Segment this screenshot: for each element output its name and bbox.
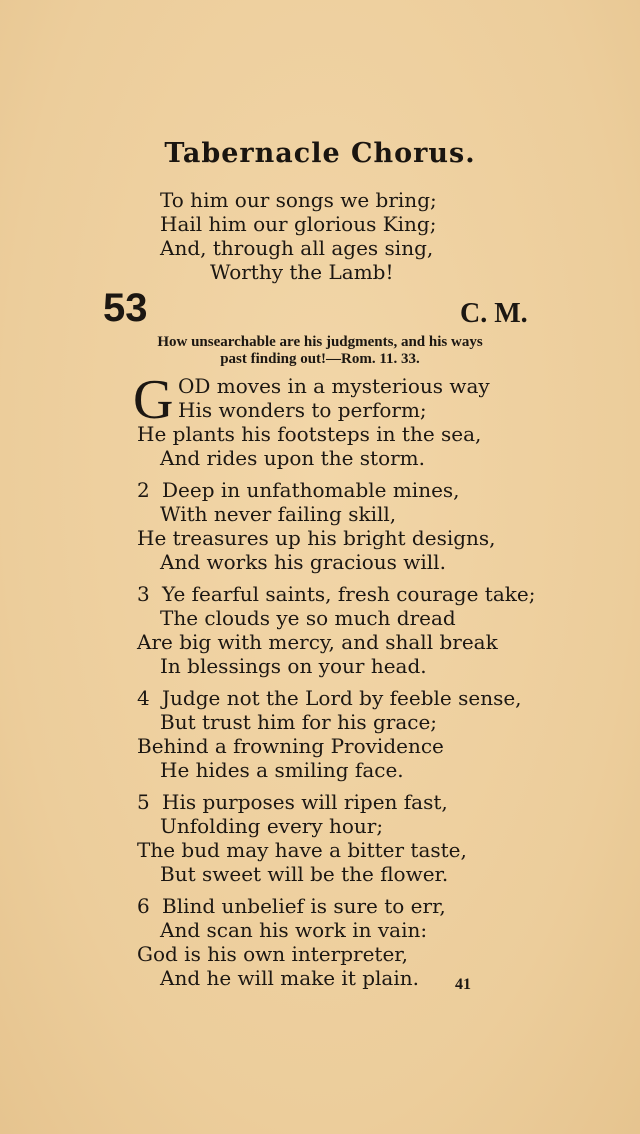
verse-line: Ye fearful saints, fresh courage take; [162,582,536,606]
verse-line: But trust him for his grace; [160,710,438,734]
prev-hymn-line: Worthy the Lamb! [210,260,394,284]
verse-line: Deep in unfathomable mines, [162,478,460,502]
verse-line: His purposes will ripen fast, [162,790,448,814]
prev-hymn-line: Hail him our glorious King; [160,212,437,236]
verse-line: God is his own interpreter, [137,942,408,966]
stanza-number: 6 [137,894,150,918]
verse-line: OD moves in a mysterious way [178,374,490,398]
verse-line: But sweet will be the flower. [160,862,449,886]
scripture-motto-line2: past finding out!—Rom. 11. 33. [220,351,420,367]
verse-line: He plants his footsteps in the sea, [137,422,482,446]
verse-line: And scan his work in vain: [160,918,428,942]
scripture-motto-line1: How unsearchable are his judgments, and his ways [157,334,483,350]
prev-hymn-line: To him our songs we bring; [160,188,437,212]
verse-line: And rides upon the storm. [160,446,425,470]
stanza-number: 3 [137,582,150,606]
stanza-number: 4 [137,686,150,710]
page-number: 41 [455,976,471,993]
verse-line: The bud may have a bitter taste, [137,838,467,862]
verse-line: Behind a frowning Providence [137,734,444,758]
verse-line: Unfolding every hour; [160,814,384,838]
verse-line: The clouds ye so much dread [160,606,456,630]
verse-line: And he will make it plain. [160,966,419,990]
hymn-meter: C. M. [460,298,528,329]
verse-line: He treasures up his bright designs, [137,526,496,550]
drop-cap: G [133,369,174,431]
verse-line: Judge not the Lord by feeble sense, [162,686,522,710]
verse-line: Are big with mercy, and shall break [137,630,498,654]
verse-line: Blind unbelief is sure to err, [162,894,446,918]
stanza-number: 2 [137,478,150,502]
verse-line: And works his gracious will. [160,550,446,574]
verse-line: His wonders to perform; [178,398,427,422]
verse-line: With never failing skill, [160,502,397,526]
stanza-number: 5 [137,790,150,814]
hymn-number: 53 [103,286,148,330]
verse-line: In blessings on your head. [160,654,427,678]
verse-line: He hides a smiling face. [160,758,404,782]
prev-hymn-line: And, through all ages sing, [160,236,434,260]
page-header: Tabernacle Chorus. [164,138,476,169]
